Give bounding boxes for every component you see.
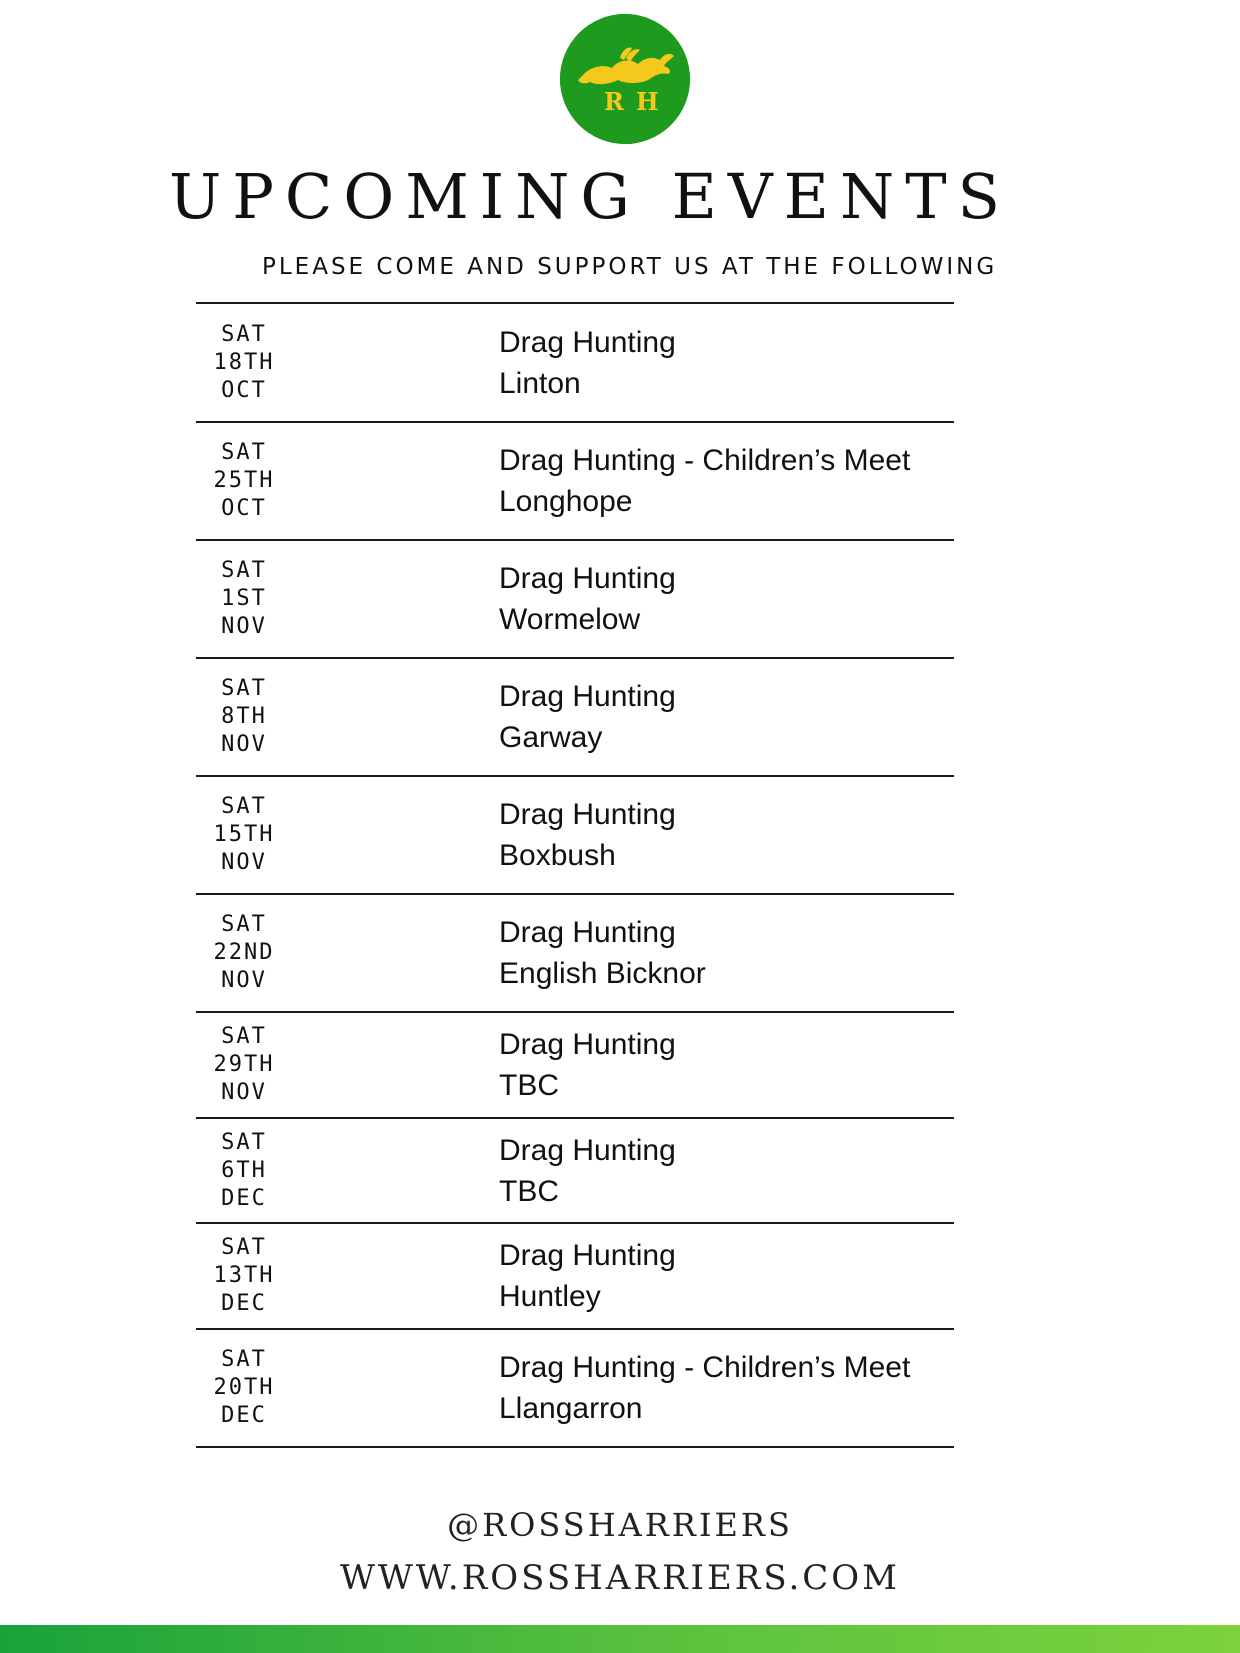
event-name: Drag Hunting: [499, 916, 676, 949]
event-info: [499, 558, 676, 640]
event-name: Drag Hunting: [499, 1028, 676, 1061]
event-date: [196, 911, 292, 995]
event-day: SAT: [221, 794, 267, 819]
logo-letter-h: H: [636, 87, 659, 116]
event-info: [499, 1347, 910, 1429]
bottom-accent-bar: [0, 1625, 1240, 1653]
event-day: SAT: [221, 912, 267, 937]
event-row: [196, 1222, 954, 1328]
event-month: NOV: [221, 850, 267, 875]
event-date-number: 1ST: [221, 586, 267, 611]
event-date: [196, 1023, 292, 1107]
event-day: SAT: [221, 1235, 267, 1260]
event-date-number: 15TH: [213, 822, 275, 847]
event-month: NOV: [221, 1080, 267, 1105]
event-date-number: 6TH: [221, 1157, 267, 1183]
event-row: [196, 1011, 954, 1117]
event-date: [196, 1234, 292, 1318]
logo-letter-r: R: [604, 87, 624, 116]
event-month: NOV: [221, 614, 267, 639]
event-location: Boxbush: [499, 839, 616, 872]
event-date: [196, 1129, 292, 1213]
hare-logo-icon: [560, 14, 690, 144]
events-list: [196, 302, 954, 1448]
event-location: Wormelow: [499, 603, 641, 636]
event-row: [196, 302, 954, 421]
event-date-number: 22ND: [213, 940, 275, 965]
event-row: [196, 1117, 954, 1222]
event-day: SAT: [221, 440, 267, 465]
page-subtitle: PLEASE COME AND SUPPORT US AT THE FOLLOWING: [262, 254, 998, 280]
event-day: SAT: [221, 1024, 267, 1049]
event-location: Llangarron: [499, 1392, 643, 1425]
event-location: Linton: [499, 366, 581, 400]
event-date-number: 13TH: [213, 1263, 275, 1288]
event-month: OCT: [221, 377, 267, 403]
event-month: DEC: [221, 1185, 267, 1211]
event-month: OCT: [221, 496, 267, 521]
event-name: Drag Hunting: [499, 680, 676, 713]
page-title: UPCOMING EVENTS: [168, 160, 1012, 233]
event-info: [499, 322, 676, 404]
event-month: NOV: [221, 732, 267, 757]
event-row: [196, 893, 954, 1011]
event-date: [196, 439, 292, 523]
event-location: English Bicknor: [499, 957, 706, 990]
event-date: [196, 1346, 292, 1430]
event-name: Drag Hunting: [499, 325, 676, 359]
event-day: SAT: [221, 1347, 267, 1372]
event-location: TBC: [499, 1069, 559, 1102]
event-row: [196, 775, 954, 893]
event-date-number: 20TH: [213, 1375, 275, 1400]
event-day: SAT: [221, 1129, 267, 1155]
event-info: [499, 912, 706, 994]
event-date-number: 8TH: [221, 704, 267, 729]
ross-harriers-logo: [560, 14, 690, 144]
event-info: [499, 794, 676, 876]
event-row: [196, 657, 954, 775]
event-day: SAT: [221, 321, 267, 347]
event-date: [196, 557, 292, 641]
event-date-number: 29TH: [213, 1052, 275, 1077]
event-month: DEC: [221, 1403, 267, 1428]
event-row: [196, 1328, 954, 1448]
event-name: Drag Hunting: [499, 562, 676, 595]
event-row: [196, 539, 954, 657]
event-name: Drag Hunting: [499, 798, 676, 831]
event-month: NOV: [221, 968, 267, 993]
event-info: [499, 1235, 676, 1317]
event-location: Garway: [499, 721, 603, 754]
event-row: [196, 421, 954, 539]
website-url: WWW.ROSSHARRIERS.COM: [339, 1558, 900, 1598]
event-name: Drag Hunting: [499, 1133, 676, 1167]
event-info: [499, 440, 910, 522]
event-day: SAT: [221, 558, 267, 583]
event-day: SAT: [221, 676, 267, 701]
event-date: [196, 675, 292, 759]
event-location: Huntley: [499, 1280, 601, 1313]
event-date-number: 25TH: [213, 468, 275, 493]
event-date-number: 18TH: [213, 349, 275, 375]
event-info: [499, 1130, 676, 1212]
event-name: Drag Hunting: [499, 1239, 676, 1272]
event-location: Longhope: [499, 485, 633, 518]
event-name: Drag Hunting - Children’s Meet: [499, 1351, 911, 1384]
event-month: DEC: [221, 1291, 267, 1316]
event-name: Drag Hunting - Children’s Meet: [499, 444, 911, 477]
event-date: [196, 321, 292, 405]
event-info: [499, 676, 676, 758]
social-handle: @ROSSHARRIERS: [447, 1506, 793, 1544]
event-info: [499, 1024, 676, 1106]
event-location: TBC: [499, 1174, 559, 1208]
event-date: [196, 793, 292, 877]
